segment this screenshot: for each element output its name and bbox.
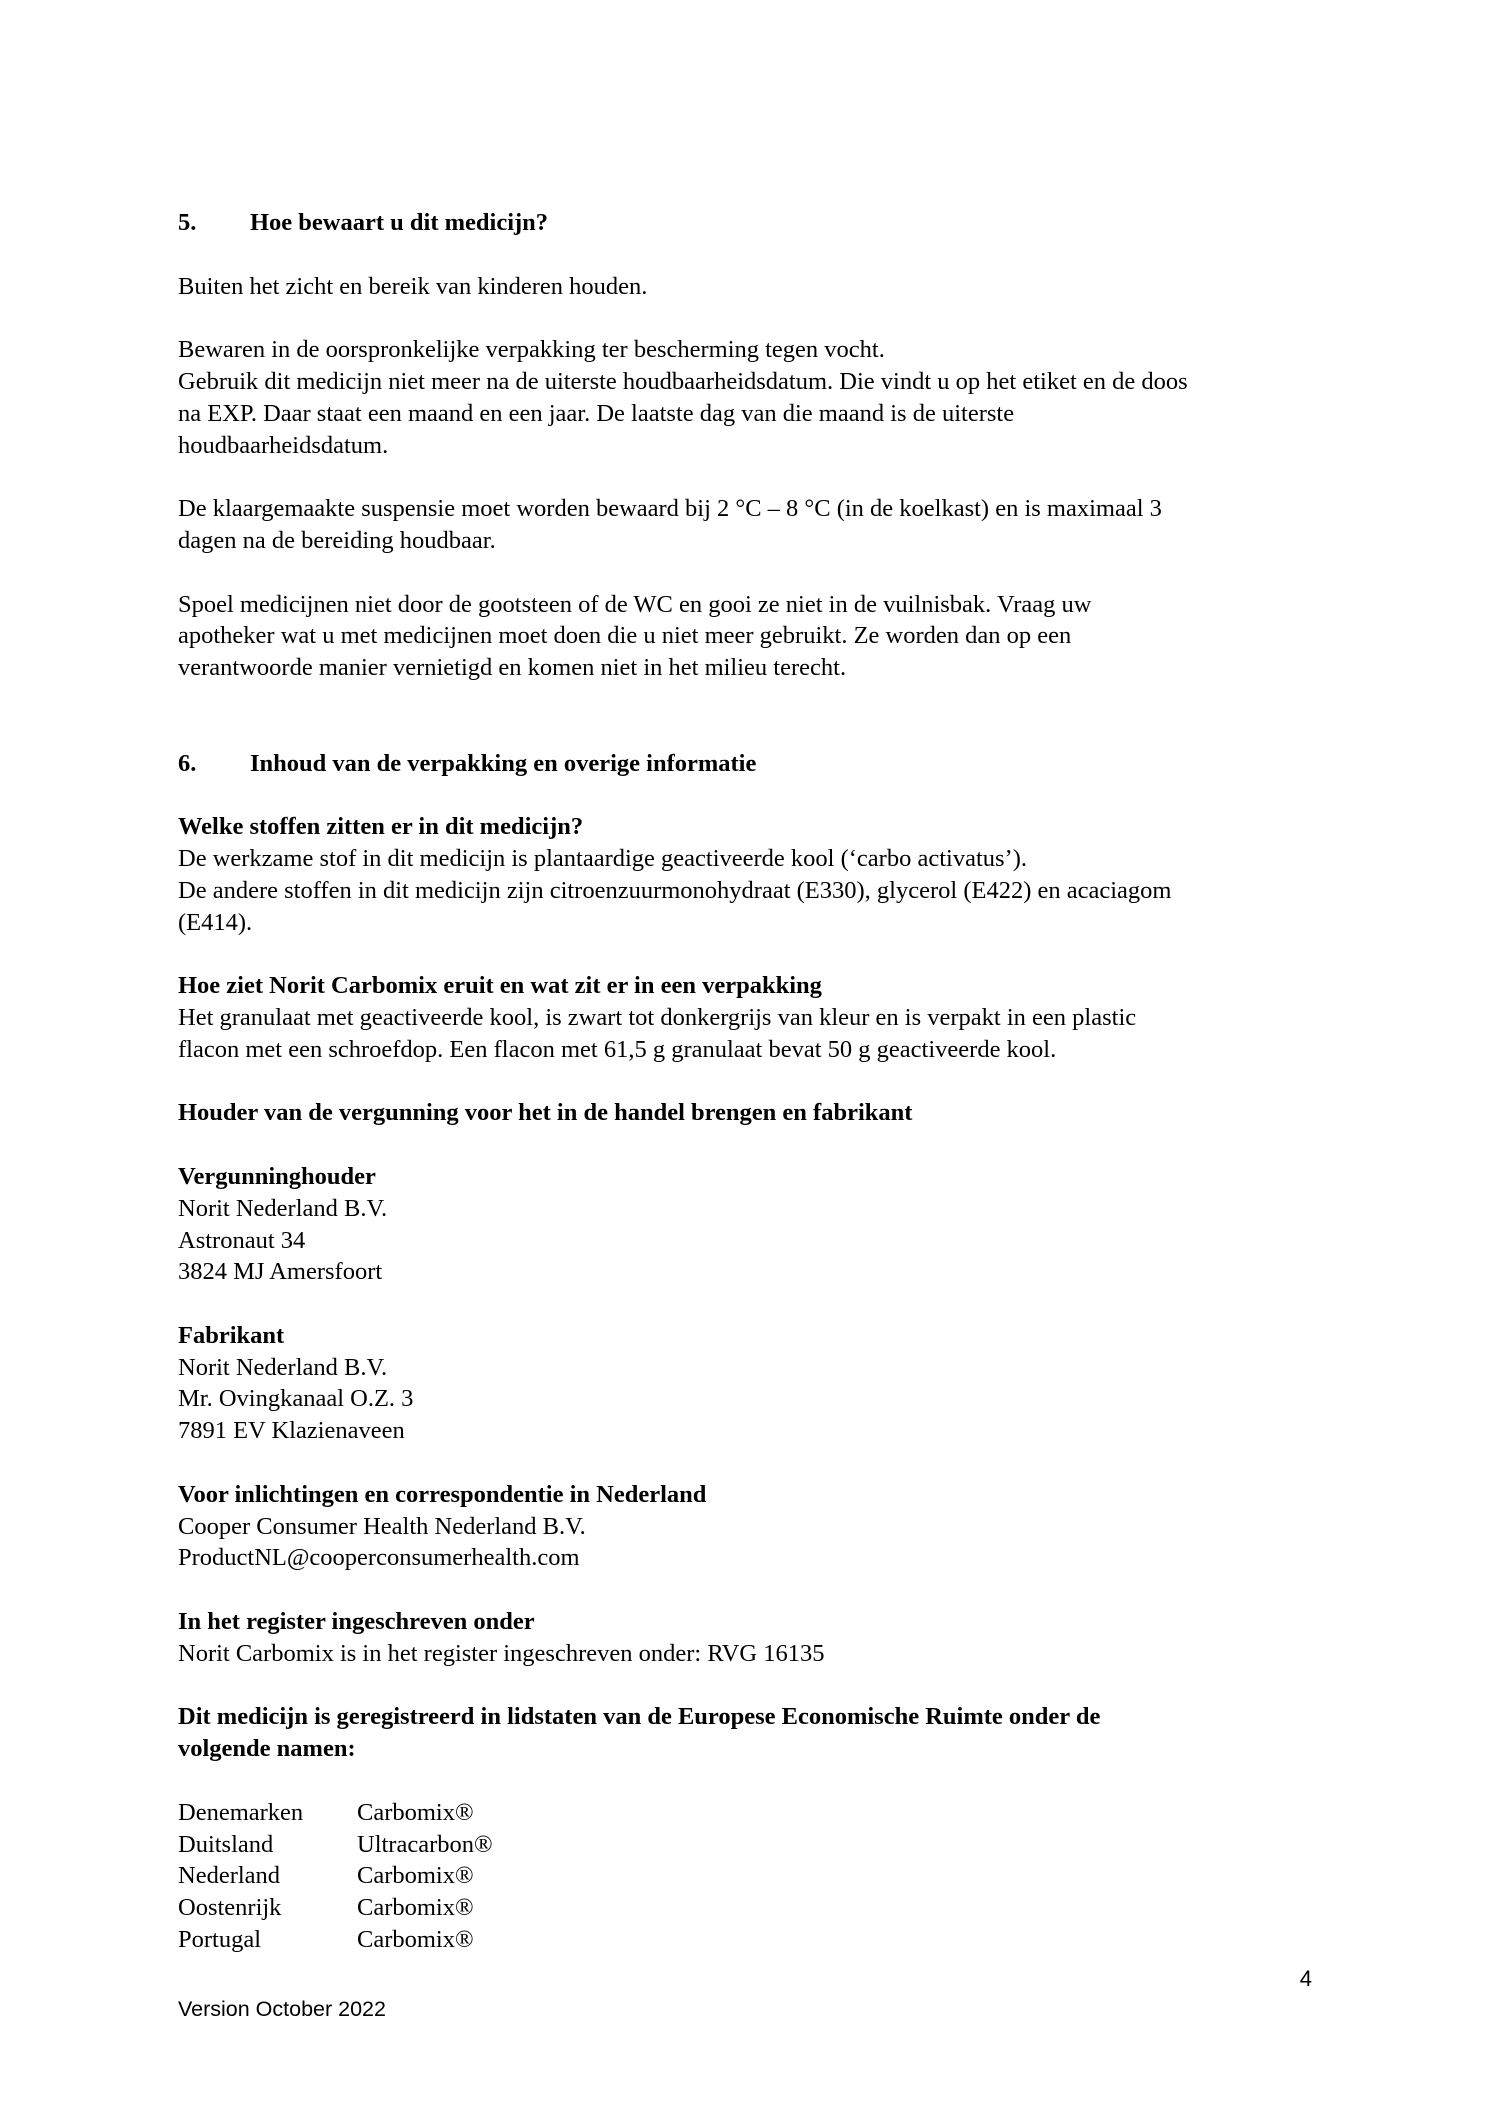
table-row (178, 1829, 1358, 1861)
section-6-heading (178, 748, 1358, 780)
body-line: (E414). (178, 908, 253, 936)
license-holder-block (178, 1161, 1358, 1288)
contact-block (178, 1479, 1358, 1574)
country-cell: Portugal (178, 1926, 262, 1954)
registration-country-table (178, 1797, 1358, 1956)
country-cell: Denemarken (178, 1798, 304, 1826)
product-name-cell: Carbomix® (357, 1894, 474, 1922)
body-line: 3824 MJ Amersfoort (178, 1258, 383, 1286)
storage-expiry-paragraph (178, 334, 1358, 461)
body-line: Astronaut 34 (178, 1226, 306, 1254)
registration-heading-block (178, 1701, 1358, 1765)
registration-heading-line: volgende namen: (178, 1735, 356, 1763)
registration-heading-line: Dit medicijn is geregistreerd in lidstaten van de Europese Economische Ruimte onder de (178, 1703, 1101, 1731)
section-6-title: Inhoud van de verpakking en overige informatie (250, 749, 757, 777)
table-row (178, 1797, 1358, 1829)
body-line: apotheker wat u met medicijnen moet doen die u niet meer gebruikt. Ze worden dan op een (178, 622, 1072, 650)
appearance-heading: Hoe ziet Norit Carbomix eruit en wat zit er in een verpakking (178, 972, 822, 1000)
storage-suspension-paragraph (178, 493, 1358, 557)
country-cell: Duitsland (178, 1830, 274, 1858)
section-5-title: Hoe bewaart u dit medicijn? (250, 209, 549, 236)
manufacturer-heading: Fabrikant (178, 1321, 285, 1349)
marketing-authorisation-heading-block (178, 1097, 1358, 1129)
page-number: 4 (1299, 1966, 1312, 1991)
body-line: Het granulaat met geactiveerde kool, is zwart tot donkergrijs van kleur en is verpakt in een plastic (178, 1003, 1137, 1031)
register-block (178, 1606, 1358, 1670)
country-cell: Oostenrijk (178, 1894, 282, 1922)
product-name-cell: Carbomix® (357, 1862, 474, 1890)
register-heading: In het register ingeschreven onder (178, 1608, 535, 1636)
body-line: De andere stoffen in dit medicijn zijn citroenzuurmonohydraat (E330), glycerol (E422) en acaciagom (178, 876, 1172, 904)
table-row (178, 1860, 1358, 1892)
body-line: verantwoorde manier vernietigd en komen niet in het milieu terecht. (178, 654, 847, 682)
body-line: Norit Carbomix is in het register ingeschreven onder: RVG 16135 (178, 1639, 825, 1667)
body-line: Norit Nederland B.V. (178, 1194, 388, 1222)
body-line: houdbaarheidsdatum. (178, 431, 389, 459)
body-line: Cooper Consumer Health Nederland B.V. (178, 1512, 586, 1540)
body-line: Norit Nederland B.V. (178, 1353, 388, 1381)
body-line: De werkzame stof in dit medicijn is plantaardige geactiveerde kool (‘carbo activatus’). (178, 844, 1027, 872)
license-holder-heading: Vergunninghouder (178, 1162, 376, 1190)
body-line: Bewaren in de oorspronkelijke verpakking ter bescherming tegen vocht. (178, 336, 885, 364)
version-footer: Version October 2022 (178, 1997, 386, 2021)
manufacturer-block (178, 1320, 1358, 1447)
body-line: dagen na de bereiding houdbaar. (178, 526, 496, 554)
body-line: Buiten het zicht en bereik van kinderen houden. (178, 272, 648, 300)
storage-disposal-paragraph (178, 589, 1358, 684)
body-line: na EXP. Daar staat een maand en een jaar. De laatste dag van die maand is de uiterste (178, 399, 1015, 427)
ingredients-heading: Welke stoffen zitten er in dit medicijn? (178, 813, 584, 841)
document-content (178, 207, 1358, 1956)
body-line: Mr. Ovingkanaal O.Z. 3 (178, 1385, 414, 1413)
contact-heading: Voor inlichtingen en correspondentie in Nederland (178, 1480, 707, 1508)
section-6-number: 6. (178, 749, 197, 777)
appearance-block (178, 970, 1358, 1065)
storage-keep-out-of-reach-paragraph (178, 271, 1358, 303)
section-5-heading (178, 207, 1358, 239)
body-line: De klaargemaakte suspensie moet worden bewaard bij 2 °C – 8 °C (in de koelkast) en is maximaal 3 (178, 495, 1162, 523)
product-name-cell: Carbomix® (357, 1798, 474, 1826)
body-line: 7891 EV Klazienaveen (178, 1417, 405, 1445)
ingredients-block (178, 811, 1358, 938)
table-row (178, 1924, 1358, 1956)
product-name-cell: Carbomix® (357, 1926, 474, 1954)
section-5-number: 5. (178, 209, 197, 236)
table-row (178, 1892, 1358, 1924)
body-line: flacon met een schroefdop. Een flacon met 61,5 g granulaat bevat 50 g geactiveerde kool. (178, 1035, 1057, 1063)
marketing-authorisation-heading: Houder van de vergunning voor het in de handel brengen en fabrikant (178, 1099, 913, 1127)
product-name-cell: Ultracarbon® (357, 1830, 493, 1858)
country-cell: Nederland (178, 1862, 281, 1890)
contact-email: ProductNL@cooperconsumerhealth.com (178, 1544, 580, 1572)
body-line: Spoel medicijnen niet door de gootsteen of de WC en gooi ze niet in de vuilnisbak. Vraag uw (178, 590, 1092, 618)
body-line: Gebruik dit medicijn niet meer na de uiterste houdbaarheidsdatum. Die vindt u op het etiket en de doos (178, 367, 1188, 395)
